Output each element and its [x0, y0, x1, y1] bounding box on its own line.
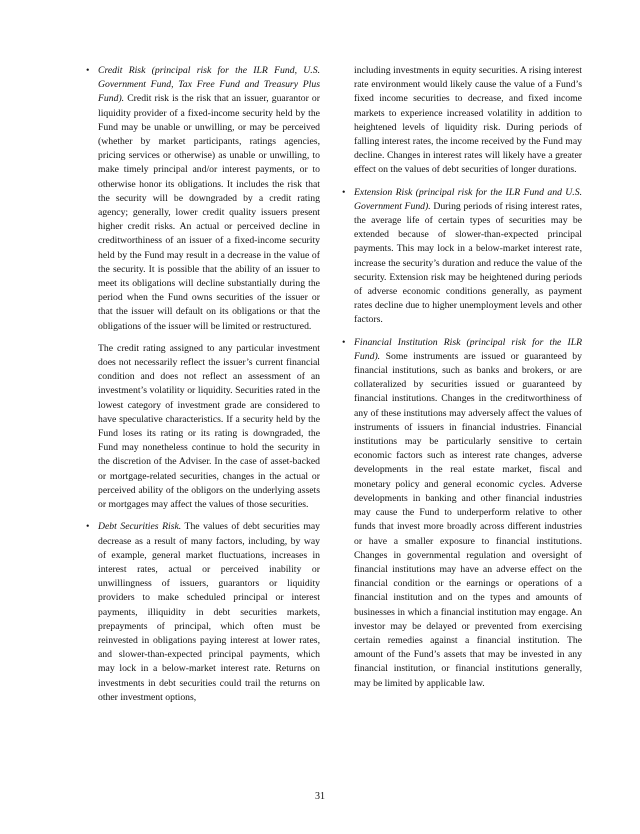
left-column [86, 64, 320, 713]
debt-securities-risk-item [86, 520, 320, 705]
debt-securities-continuation: including investments in equity securities. A rising interest rate environment would likely cause the value of a Fund’s fixed income securities to decrease, and fixed income markets to experience increased volatility in addition to heightened levels of liquidity risk. During periods of falling interest rates, the income received by the Fund may decline. Changes in interest rates will likely have a greater effect on the values of debt securities of longer durations. [354, 65, 582, 176]
extension-risk-heading: Extension Risk (principal risk for the ILR Fund and U.S. Government Fund). [354, 186, 582, 212]
credit-rating-paragraph: The credit rating assigned to any particular investment does not necessarily reflect the issuer’s current financial condition and does not reflect an assessment of an investment’s volatility or liquidity. Securities rated in the lowest category of investment grade are considered to have speculative characteristics. If a security held by the Fund loses its rating or its rating is downgraded, the Fund may nonetheless continue to hold the security in the discretion of the Adviser. In the case of asset-backed or mortgage-related securities, changes in the actual or perceived ability of the obligors on the underlying assets or mortgages may affect the values of those securities. [98, 342, 320, 511]
page-number: 31 [315, 791, 325, 802]
debt-securities-risk-heading: Debt Securities Risk. [98, 521, 182, 533]
right-column [342, 64, 582, 699]
extension-risk-body: During periods of rising interest rates, the average life of certain types of securities may be extended because of slower-than-expected principal payments. This may lock in a below-market interest rate, increase the security’s duration and reduce the value of the security. Extension risk may be heightened during periods of adverse economic conditions generally, as payment rates decline due to higher unemployment levels and other factors. [354, 200, 582, 326]
credit-risk-body: Credit risk is the risk that an issuer, guarantor or liquidity provider of a fixed-income security held by the Fund may be unable or unwilling, or may be perceived (whether by market participants, ratings agencies, pricing services or otherwise) as unable or unwilling, to make timely principal and/or interest payments, or to otherwise honor its obligations. It includes the risk that the security will be downgraded by a credit rating agency; generally, lower credit quality issuers present higher credit risks. An actual or perceived decline in creditworthiness of an issuer of a fixed-income security held by the Fund may result in a decrease in the value of the security. It is possible that the ability of an issuer to meet its obligations will decline substantially during the period when the Fund owns securities of the issuer or that the issuer will default on its obligations or that the obligations of the issuer will be limited or restructured. [98, 93, 320, 332]
credit-risk-item [86, 64, 320, 334]
financial-institution-risk-body: Some instruments are issued or guaranteed by financial institutions, such as banks and brokers, or are collateralized by securities issued or guaranteed by financial institutions. Changes in the creditworthiness of any of these institutions may adversely affect the values of instruments of issuers in financial industries. Financial institutions may be particularly sensitive to certain economic factors such as interest rate changes, adverse developments in the real estate market, fiscal and monetary policy and general economic cycles. Adverse developments in banking and other financial industries may cause the Fund to underperform relative to other funds that invest more broadly across different industries or have a smaller exposure to financial institutions. Changes in governmental regulation and oversight of financial institutions may have an adverse effect on the financial condition or the earnings or operations of a financial institution and on the types and amounts of businesses in which a financial institution may engage. An investor may be delayed or prevented from exercising certain remedies against a financial institution. The amount of the Fund’s assets that may be invested in any financial institution, or financial institutions generally, may be limited by applicable law. [354, 350, 582, 689]
debt-securities-risk-body: The values of debt securities may decrease as a result of many factors, including, by way of example, general market fluctuations, increases in interest rates, actual or perceived inability or unwillingness of issuers, guarantors or liquidity providers to make scheduled principal or interest payments, illiquidity in debt securities markets, prepayments of principal, which often must be reinvested in obligations paying interest at lower rates, and slower-than-expected principal payments, which may lock in a below-market interest rate. Returns on investments in debt securities could trail the returns on other investment options, [98, 521, 320, 703]
financial-institution-risk-heading: Financial Institution Risk (principal risk for the ILR Fund). [354, 336, 582, 362]
financial-institution-risk-item [342, 336, 582, 691]
extension-risk-item [342, 186, 582, 328]
credit-risk-heading: Credit Risk (principal risk for the ILR Fund, U.S. Government Fund, Tax Free Fund and Treasury Plus Fund). [98, 65, 320, 105]
